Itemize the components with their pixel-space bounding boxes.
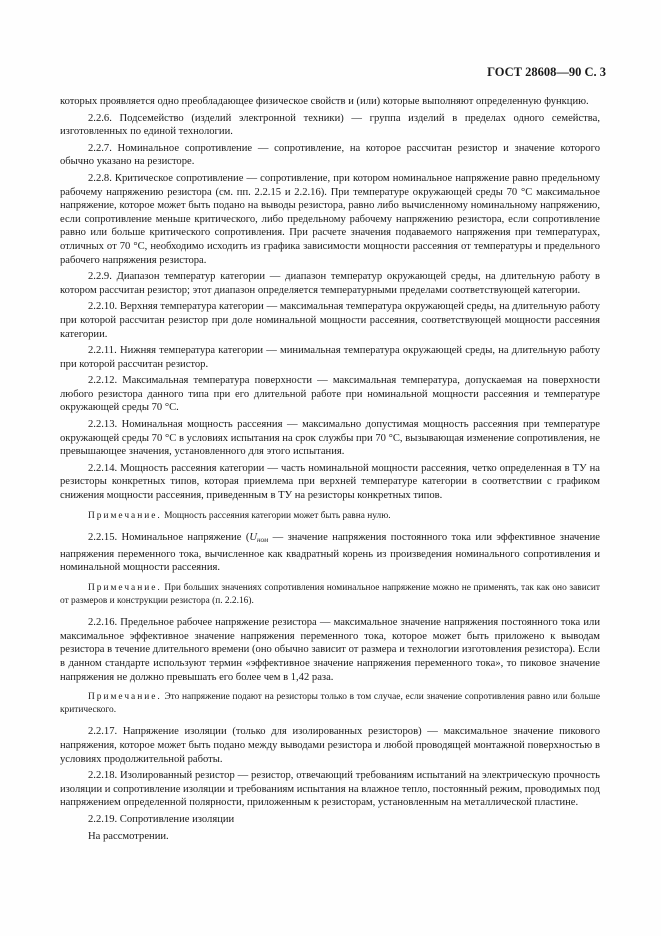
clause-2-2-16: 2.2.16. Предельное рабочее напряжение резистора — максимальное значение напряжения постоянного тока или максимальное эффективное значение напряжения переменного тока, которое может быть приложено к выводам резистора в течение длительного времени (оно обычно зависит от размера и технологии изготовления резистора). Если в данном стандарте используют термин «эффективное значение напряжения переменного тока», то пиковое значение напряжения не должно превышать его более чем в 1,42 раза. <box>60 617 600 683</box>
clause-2-2-17: 2.2.17. Напряжение изоляции (только для изолированных резисторов) — максимальное значение пикового напряжения, которое может быть подано между выводами резистора и любой проводящей монтажной поверхностью в условиях продолжительной работы. <box>60 726 600 765</box>
clause-2-2-14: 2.2.14. Мощность рассеяния категории — часть номинальной мощности рассеяния, четко определенная в ТУ на резисторы конкретных типов, которая приемлема при верхней температуре категории в соответствии с графиком снижения мощности рассеяния, приведенным в ТУ на резисторы конкретных типов. <box>60 462 600 502</box>
clause-2-2-15-start: 2.2.15. Номинальное напряжение ( <box>88 532 250 544</box>
clause-2-2-6: 2.2.6. Подсемейство (изделий электронной техники) — группа изделий в пределах одного семейства, изготовленных по единой технологии. <box>60 112 600 138</box>
note-text: Это напряжение подают на резисторы только в том случае, если значение сопротивления равно или больше критического. <box>60 692 600 715</box>
note-label: Примечание. <box>88 510 162 521</box>
symbol-subscript: ном <box>257 536 269 545</box>
document-body <box>60 95 600 846</box>
note-text: Мощность рассеяния категории может быть равна нулю. <box>164 510 391 521</box>
note-2 <box>60 582 600 607</box>
note-label: Примечание. <box>88 692 162 703</box>
clause-2-2-9: 2.2.9. Диапазон температур категории — диапазон температур окружающей среды, на длительную работу в котором рассчитан резистор; этот диапазон определяется температурными пределами соответствующей категории. <box>60 271 600 296</box>
note-label: Примечание. <box>88 583 162 593</box>
note-3 <box>60 691 600 716</box>
clause-2-2-15 <box>60 531 600 575</box>
clause-2-2-19-body: На рассмотрении. <box>88 830 169 842</box>
clause-2-2-18: 2.2.18. Изолированный резистор — резистор, отвечающий требованиям испытаний на электрическую прочность изоляции и сопротивление изоляции и требованиям испытания на влажное тепло, постоянный режим, проводимых под напряжением определенной полярности, приложенным к резисторам, установленным на металлической пластине. <box>60 770 600 809</box>
symbol-u: U <box>249 532 257 544</box>
clause-2-2-12: 2.2.12. Максимальная температура поверхности — максимальная температура, допускаемая на поверхности любого резистора данного типа при его длительной работе при номинальной мощности рассеяния и температуре окружающей среды 70 °С. <box>60 375 600 414</box>
clause-2-2-19: 2.2.19. Сопротивление изоляции <box>88 813 235 825</box>
paragraph-continuation: которых проявляется одно преобладающее физическое свойств и (или) которые выполняют определенную функцию. <box>60 96 589 107</box>
clause-2-2-11: 2.2.11. Нижняя температура категории — минимальная температура окружающей среды, на длительную работу при которой рассчитан резистор. <box>60 345 600 370</box>
clause-2-2-8: 2.2.8. Критическое сопротивление — сопротивление, при котором номинальное напряжение равно предельному рабочему напряжению резистора (см. пп. 2.2.15 и 2.2.16). При температуре окружающей среды 70 °С максимальное напряжение, которое может быть подано на выводы резистора, равно либо вычисленному номинальному напряжению, если сопротивление меньше критического, либо предельному рабочему напряжению резистора, если сопротивление равно или больше критического сопротивления. При расчете значения подаваемого напряжения при температурах, отличных от 70 °С, необходимо исходить из графика зависимости мощности рассеяния от температуры и предельного рабочего напряжения резистора. <box>60 172 600 266</box>
clause-2-2-15-end: — значение напряжения постоянного тока или эффективное значение напряжения переменного тока, вычисленное как квадратный корень из произведения номинального сопротивления и номинальной мощности рассеяния. <box>60 532 600 574</box>
note-1 <box>60 510 600 523</box>
clause-2-2-7: 2.2.7. Номинальное сопротивление — сопротивление, на которое рассчитан резистор и значение которого обычно указано на резисторе. <box>60 142 600 168</box>
clause-2-2-13: 2.2.13. Номинальная мощность рассеяния — максимально допустимая мощность рассеяния при температуре окружающей среды 70 °С в условиях испытания на срок службы при 70 °С, вызывающая изменение сопротивления, не превышающее значения, установленного для этого испытания. <box>60 419 600 458</box>
page-header: ГОСТ 28608—90 С. 3 <box>487 65 606 79</box>
clause-2-2-10: 2.2.10. Верхняя температура категории — максимальная температура окружающей среды, на длительную работу при которой рассчитан резистор при доле номинальной мощности рассеяния, соответствующей мощности рассеяния категории. <box>60 301 600 340</box>
note-text: При больших значениях сопротивления номинальное напряжение можно не применять, так как оно зависит от размеров и конструкции резистора (п. 2.2.16). <box>60 583 600 606</box>
